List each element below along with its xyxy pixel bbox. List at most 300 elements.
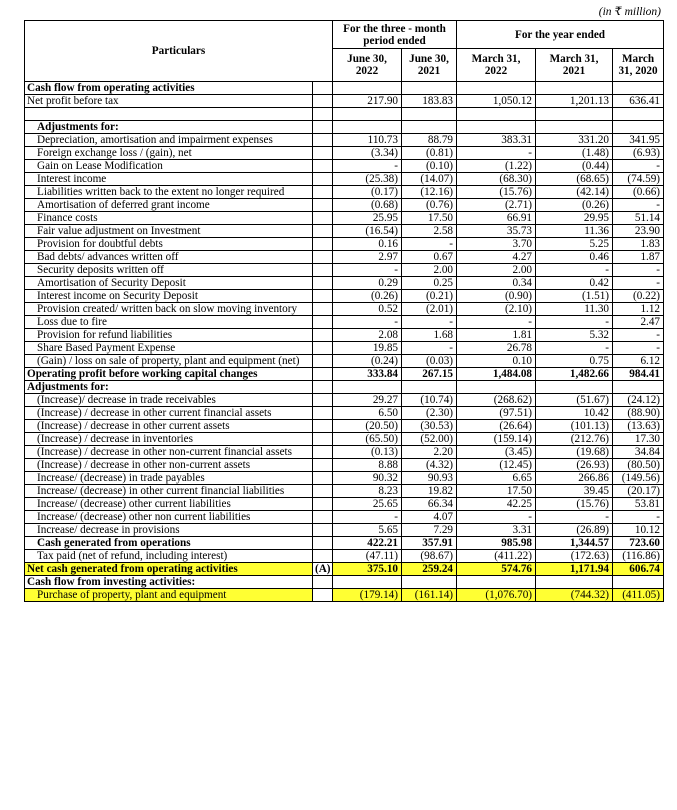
row-value: [613, 381, 664, 394]
header-col-jun-2021: June 30, 2021: [402, 49, 457, 82]
table-row: [25, 225, 664, 238]
row-value: (13.63): [613, 420, 664, 433]
row-marker: [313, 225, 333, 238]
table-row: [25, 199, 664, 212]
row-value: (0.44): [536, 160, 613, 173]
header-col-mar-2022: March 31, 2022: [457, 49, 536, 82]
row-value: 110.73: [333, 134, 402, 147]
row-value: 266.86: [536, 472, 613, 485]
row-label: Increase/ (decrease) in other current financial liabilities: [25, 485, 313, 498]
table-row: [25, 511, 664, 524]
table-row: [25, 212, 664, 225]
row-marker: [313, 238, 333, 251]
row-label: Operating profit before working capital changes: [25, 368, 313, 381]
table-row: [25, 446, 664, 459]
row-value: 2.00: [402, 264, 457, 277]
row-value: 10.42: [536, 407, 613, 420]
row-label: Bad debts/ advances written off: [25, 251, 313, 264]
row-value: [457, 108, 536, 121]
row-value: 66.91: [457, 212, 536, 225]
row-value: (159.14): [457, 433, 536, 446]
row-value: (0.17): [333, 186, 402, 199]
row-value: 0.52: [333, 303, 402, 316]
table-row: [25, 147, 664, 160]
row-value: 267.15: [402, 368, 457, 381]
row-label: [25, 108, 313, 121]
row-marker: [313, 576, 333, 589]
row-value: -: [333, 160, 402, 173]
row-value: 636.41: [613, 95, 664, 108]
table-row: [25, 121, 664, 134]
row-value: 6.12: [613, 355, 664, 368]
header-col-mar-2020: March 31, 2020: [613, 49, 664, 82]
row-value: 11.36: [536, 225, 613, 238]
table-row: [25, 459, 664, 472]
row-value: 25.65: [333, 498, 402, 511]
row-value: 3.31: [457, 524, 536, 537]
row-value: 4.07: [402, 511, 457, 524]
row-value: 1,344.57: [536, 537, 613, 550]
row-value: 19.82: [402, 485, 457, 498]
row-label: Provision for doubtful debts: [25, 238, 313, 251]
row-value: 2.47: [613, 316, 664, 329]
row-marker: [313, 264, 333, 277]
row-label: Interest income on Security Deposit: [25, 290, 313, 303]
row-label: (Increase) / decrease in inventories: [25, 433, 313, 446]
row-value: 53.81: [613, 498, 664, 511]
row-marker: [313, 82, 333, 95]
row-label: Tax paid (net of refund, including interest): [25, 550, 313, 563]
row-value: 574.76: [457, 563, 536, 576]
row-value: (65.50): [333, 433, 402, 446]
row-value: [402, 576, 457, 589]
row-value: [536, 576, 613, 589]
row-value: [457, 381, 536, 394]
row-value: (74.59): [613, 173, 664, 186]
row-value: (268.62): [457, 394, 536, 407]
row-value: (0.10): [402, 160, 457, 173]
row-value: [613, 576, 664, 589]
row-value: (98.67): [402, 550, 457, 563]
row-value: (0.66): [613, 186, 664, 199]
row-marker: [313, 381, 333, 394]
row-value: -: [613, 199, 664, 212]
row-value: -: [333, 264, 402, 277]
row-value: 0.67: [402, 251, 457, 264]
row-value: [402, 381, 457, 394]
row-label: Net profit before tax: [25, 95, 313, 108]
row-value: (0.21): [402, 290, 457, 303]
row-value: 6.50: [333, 407, 402, 420]
table-row: [25, 485, 664, 498]
row-value: -: [333, 511, 402, 524]
row-value: (26.89): [536, 524, 613, 537]
table-row: [25, 316, 664, 329]
row-value: (161.14): [402, 589, 457, 602]
row-marker: [313, 251, 333, 264]
row-value: (68.65): [536, 173, 613, 186]
table-row: [25, 368, 664, 381]
table-row: [25, 290, 664, 303]
row-value: 88.79: [402, 134, 457, 147]
row-label: Purchase of property, plant and equipment: [25, 589, 313, 602]
row-value: [333, 82, 402, 95]
row-value: [536, 108, 613, 121]
row-marker: [313, 303, 333, 316]
row-marker: [313, 407, 333, 420]
row-value: (47.11): [333, 550, 402, 563]
unit-note: (in ₹ million): [598, 6, 661, 18]
row-value: (1.51): [536, 290, 613, 303]
row-value: -: [402, 316, 457, 329]
row-value: (15.76): [536, 498, 613, 511]
row-value: 0.16: [333, 238, 402, 251]
row-value: 183.83: [402, 95, 457, 108]
row-value: 2.00: [457, 264, 536, 277]
row-value: -: [457, 147, 536, 160]
row-value: 1.81: [457, 329, 536, 342]
row-value: (30.53): [402, 420, 457, 433]
row-value: 5.32: [536, 329, 613, 342]
row-marker: (A): [313, 563, 333, 576]
row-marker: [313, 212, 333, 225]
table-row: [25, 342, 664, 355]
row-value: 383.31: [457, 134, 536, 147]
row-value: 17.30: [613, 433, 664, 446]
row-value: 723.60: [613, 537, 664, 550]
row-value: 422.21: [333, 537, 402, 550]
row-value: -: [536, 511, 613, 524]
row-value: (2.71): [457, 199, 536, 212]
row-value: (744.32): [536, 589, 613, 602]
row-value: 985.98: [457, 537, 536, 550]
header-particulars: Particulars: [25, 21, 333, 82]
row-value: [402, 121, 457, 134]
row-value: 0.75: [536, 355, 613, 368]
row-value: (1.22): [457, 160, 536, 173]
cash-flow-table: [24, 20, 664, 602]
row-marker: [313, 472, 333, 485]
row-value: (1,076.70): [457, 589, 536, 602]
table-row: [25, 563, 664, 576]
table-body: [25, 82, 664, 602]
row-value: 217.90: [333, 95, 402, 108]
row-value: [457, 576, 536, 589]
row-label: Depreciation, amortisation and impairment expenses: [25, 134, 313, 147]
row-value: [333, 121, 402, 134]
row-value: (25.38): [333, 173, 402, 186]
row-marker: [313, 355, 333, 368]
row-marker: [313, 394, 333, 407]
row-value: (3.34): [333, 147, 402, 160]
row-label: Foreign exchange loss / (gain), net: [25, 147, 313, 160]
row-value: (26.93): [536, 459, 613, 472]
row-value: (12.45): [457, 459, 536, 472]
row-value: 1,484.08: [457, 368, 536, 381]
row-label: (Gain) / loss on sale of property, plant and equipment (net): [25, 355, 313, 368]
row-marker: [313, 537, 333, 550]
row-label: Net cash generated from operating activities: [25, 563, 313, 576]
row-label: Loss due to fire: [25, 316, 313, 329]
row-label: Cash flow from investing activities:: [25, 576, 313, 589]
row-value: (0.76): [402, 199, 457, 212]
row-label: (Increase) / decrease in other non-current financial assets: [25, 446, 313, 459]
row-marker: [313, 173, 333, 186]
table-row: [25, 251, 664, 264]
row-value: 7.29: [402, 524, 457, 537]
table-row: [25, 537, 664, 550]
row-marker: [313, 342, 333, 355]
row-value: (2.01): [402, 303, 457, 316]
table-row: [25, 329, 664, 342]
row-label: Finance costs: [25, 212, 313, 225]
row-value: 5.65: [333, 524, 402, 537]
row-value: (0.24): [333, 355, 402, 368]
row-label: Provision created/ written back on slow moving inventory: [25, 303, 313, 316]
row-marker: [313, 290, 333, 303]
row-label: Cash flow from operating activities: [25, 82, 313, 95]
row-value: [536, 381, 613, 394]
row-value: (24.12): [613, 394, 664, 407]
row-value: 0.25: [402, 277, 457, 290]
row-value: 25.95: [333, 212, 402, 225]
row-label: Cash generated from operations: [25, 537, 313, 550]
row-value: [613, 82, 664, 95]
row-value: 10.12: [613, 524, 664, 537]
row-value: (16.54): [333, 225, 402, 238]
row-label: Fair value adjustment on Investment: [25, 225, 313, 238]
row-marker: [313, 329, 333, 342]
row-marker: [313, 121, 333, 134]
row-value: (0.68): [333, 199, 402, 212]
row-value: (0.90): [457, 290, 536, 303]
row-value: 333.84: [333, 368, 402, 381]
row-label: Increase/ (decrease) in trade payables: [25, 472, 313, 485]
header-three-month-period: For the three - month period ended: [333, 21, 457, 49]
row-value: (172.63): [536, 550, 613, 563]
row-value: 0.29: [333, 277, 402, 290]
row-marker: [313, 108, 333, 121]
row-value: (15.76): [457, 186, 536, 199]
row-value: 26.78: [457, 342, 536, 355]
table-row: [25, 303, 664, 316]
row-value: (10.74): [402, 394, 457, 407]
row-value: 42.25: [457, 498, 536, 511]
row-value: (14.07): [402, 173, 457, 186]
table-row: [25, 576, 664, 589]
row-value: -: [457, 511, 536, 524]
row-value: 39.45: [536, 485, 613, 498]
row-value: (51.67): [536, 394, 613, 407]
row-value: 1,201.13: [536, 95, 613, 108]
row-value: 90.32: [333, 472, 402, 485]
row-value: 90.93: [402, 472, 457, 485]
row-marker: [313, 550, 333, 563]
header-year-ended: For the year ended: [457, 21, 664, 49]
row-value: 3.70: [457, 238, 536, 251]
row-marker: [313, 147, 333, 160]
row-marker: [313, 277, 333, 290]
row-value: 1.83: [613, 238, 664, 251]
row-value: (0.81): [402, 147, 457, 160]
row-label: Liabilities written back to the extent no longer required: [25, 186, 313, 199]
row-marker: [313, 316, 333, 329]
row-label: (Increase)/ decrease in trade receivables: [25, 394, 313, 407]
row-label: Share Based Payment Expense: [25, 342, 313, 355]
row-value: 331.20: [536, 134, 613, 147]
table-row: [25, 95, 664, 108]
row-value: 0.34: [457, 277, 536, 290]
row-value: 1,171.94: [536, 563, 613, 576]
row-value: 17.50: [402, 212, 457, 225]
row-value: 35.73: [457, 225, 536, 238]
row-label: Increase/ decrease in provisions: [25, 524, 313, 537]
row-value: 1,482.66: [536, 368, 613, 381]
row-value: 0.46: [536, 251, 613, 264]
row-value: -: [613, 160, 664, 173]
row-value: 357.91: [402, 537, 457, 550]
row-value: (179.14): [333, 589, 402, 602]
row-value: 29.27: [333, 394, 402, 407]
table-row: [25, 550, 664, 563]
row-value: 1.68: [402, 329, 457, 342]
row-value: [613, 108, 664, 121]
row-label: (Increase) / decrease in other non-current assets: [25, 459, 313, 472]
row-value: 1.87: [613, 251, 664, 264]
row-value: 0.10: [457, 355, 536, 368]
row-value: (212.76): [536, 433, 613, 446]
row-marker: [313, 95, 333, 108]
row-marker: [313, 186, 333, 199]
row-label: Amortisation of Security Deposit: [25, 277, 313, 290]
row-value: (12.16): [402, 186, 457, 199]
table-row: [25, 394, 664, 407]
row-value: 2.58: [402, 225, 457, 238]
table-row: [25, 173, 664, 186]
row-value: 259.24: [402, 563, 457, 576]
row-value: (68.30): [457, 173, 536, 186]
row-marker: [313, 420, 333, 433]
row-value: [457, 82, 536, 95]
row-value: 5.25: [536, 238, 613, 251]
row-value: 8.88: [333, 459, 402, 472]
row-value: -: [613, 342, 664, 355]
row-value: (97.51): [457, 407, 536, 420]
row-label: Amortisation of deferred grant income: [25, 199, 313, 212]
row-value: (0.22): [613, 290, 664, 303]
row-label: Increase/ (decrease) other non current liabilities: [25, 511, 313, 524]
row-label: Security deposits written off: [25, 264, 313, 277]
row-marker: [313, 368, 333, 381]
row-value: 19.85: [333, 342, 402, 355]
row-value: (4.32): [402, 459, 457, 472]
row-value: (6.93): [613, 147, 664, 160]
row-value: -: [613, 511, 664, 524]
row-label: Interest income: [25, 173, 313, 186]
row-value: -: [613, 329, 664, 342]
row-label: (Increase) / decrease in other current assets: [25, 420, 313, 433]
row-value: 17.50: [457, 485, 536, 498]
row-label: Provision for refund liabilities: [25, 329, 313, 342]
table-row: [25, 433, 664, 446]
table-row: [25, 407, 664, 420]
row-value: 11.30: [536, 303, 613, 316]
table-row: [25, 108, 664, 121]
row-marker: [313, 199, 333, 212]
row-value: (149.56): [613, 472, 664, 485]
row-value: -: [536, 264, 613, 277]
table-row: [25, 186, 664, 199]
header-col-jun-2022: June 30, 2022: [333, 49, 402, 82]
row-value: [402, 82, 457, 95]
header-col-mar-2021: March 31, 2021: [536, 49, 613, 82]
row-value: -: [457, 316, 536, 329]
row-value: [536, 82, 613, 95]
row-marker: [313, 589, 333, 602]
row-marker: [313, 485, 333, 498]
table-row: [25, 381, 664, 394]
row-value: (20.17): [613, 485, 664, 498]
row-value: (411.22): [457, 550, 536, 563]
row-value: [536, 121, 613, 134]
row-value: 1.12: [613, 303, 664, 316]
table-row: [25, 589, 664, 602]
row-value: 341.95: [613, 134, 664, 147]
table-row: [25, 160, 664, 173]
row-value: 8.23: [333, 485, 402, 498]
row-value: (116.86): [613, 550, 664, 563]
row-label: (Increase) / decrease in other current financial assets: [25, 407, 313, 420]
row-value: [613, 121, 664, 134]
row-value: (52.00): [402, 433, 457, 446]
row-value: 34.84: [613, 446, 664, 459]
row-value: -: [333, 316, 402, 329]
row-value: 0.42: [536, 277, 613, 290]
row-value: 4.27: [457, 251, 536, 264]
row-value: [402, 108, 457, 121]
row-label: Adjustments for:: [25, 381, 313, 394]
row-value: 375.10: [333, 563, 402, 576]
row-label: Increase/ (decrease) other current liabilities: [25, 498, 313, 511]
row-value: (101.13): [536, 420, 613, 433]
row-marker: [313, 446, 333, 459]
row-value: -: [613, 264, 664, 277]
row-marker: [313, 134, 333, 147]
row-value: (42.14): [536, 186, 613, 199]
row-value: 29.95: [536, 212, 613, 225]
row-value: (19.68): [536, 446, 613, 459]
row-value: -: [536, 342, 613, 355]
row-value: 51.14: [613, 212, 664, 225]
row-value: 984.41: [613, 368, 664, 381]
row-value: [333, 576, 402, 589]
row-marker: [313, 524, 333, 537]
row-value: -: [402, 238, 457, 251]
row-value: -: [536, 316, 613, 329]
row-value: (0.26): [333, 290, 402, 303]
row-value: [457, 121, 536, 134]
row-value: (2.30): [402, 407, 457, 420]
row-value: [333, 108, 402, 121]
row-value: (411.05): [613, 589, 664, 602]
table-row: [25, 238, 664, 251]
row-value: (3.45): [457, 446, 536, 459]
row-marker: [313, 433, 333, 446]
table-row: [25, 264, 664, 277]
row-marker: [313, 511, 333, 524]
row-value: 1,050.12: [457, 95, 536, 108]
row-value: (1.48): [536, 147, 613, 160]
